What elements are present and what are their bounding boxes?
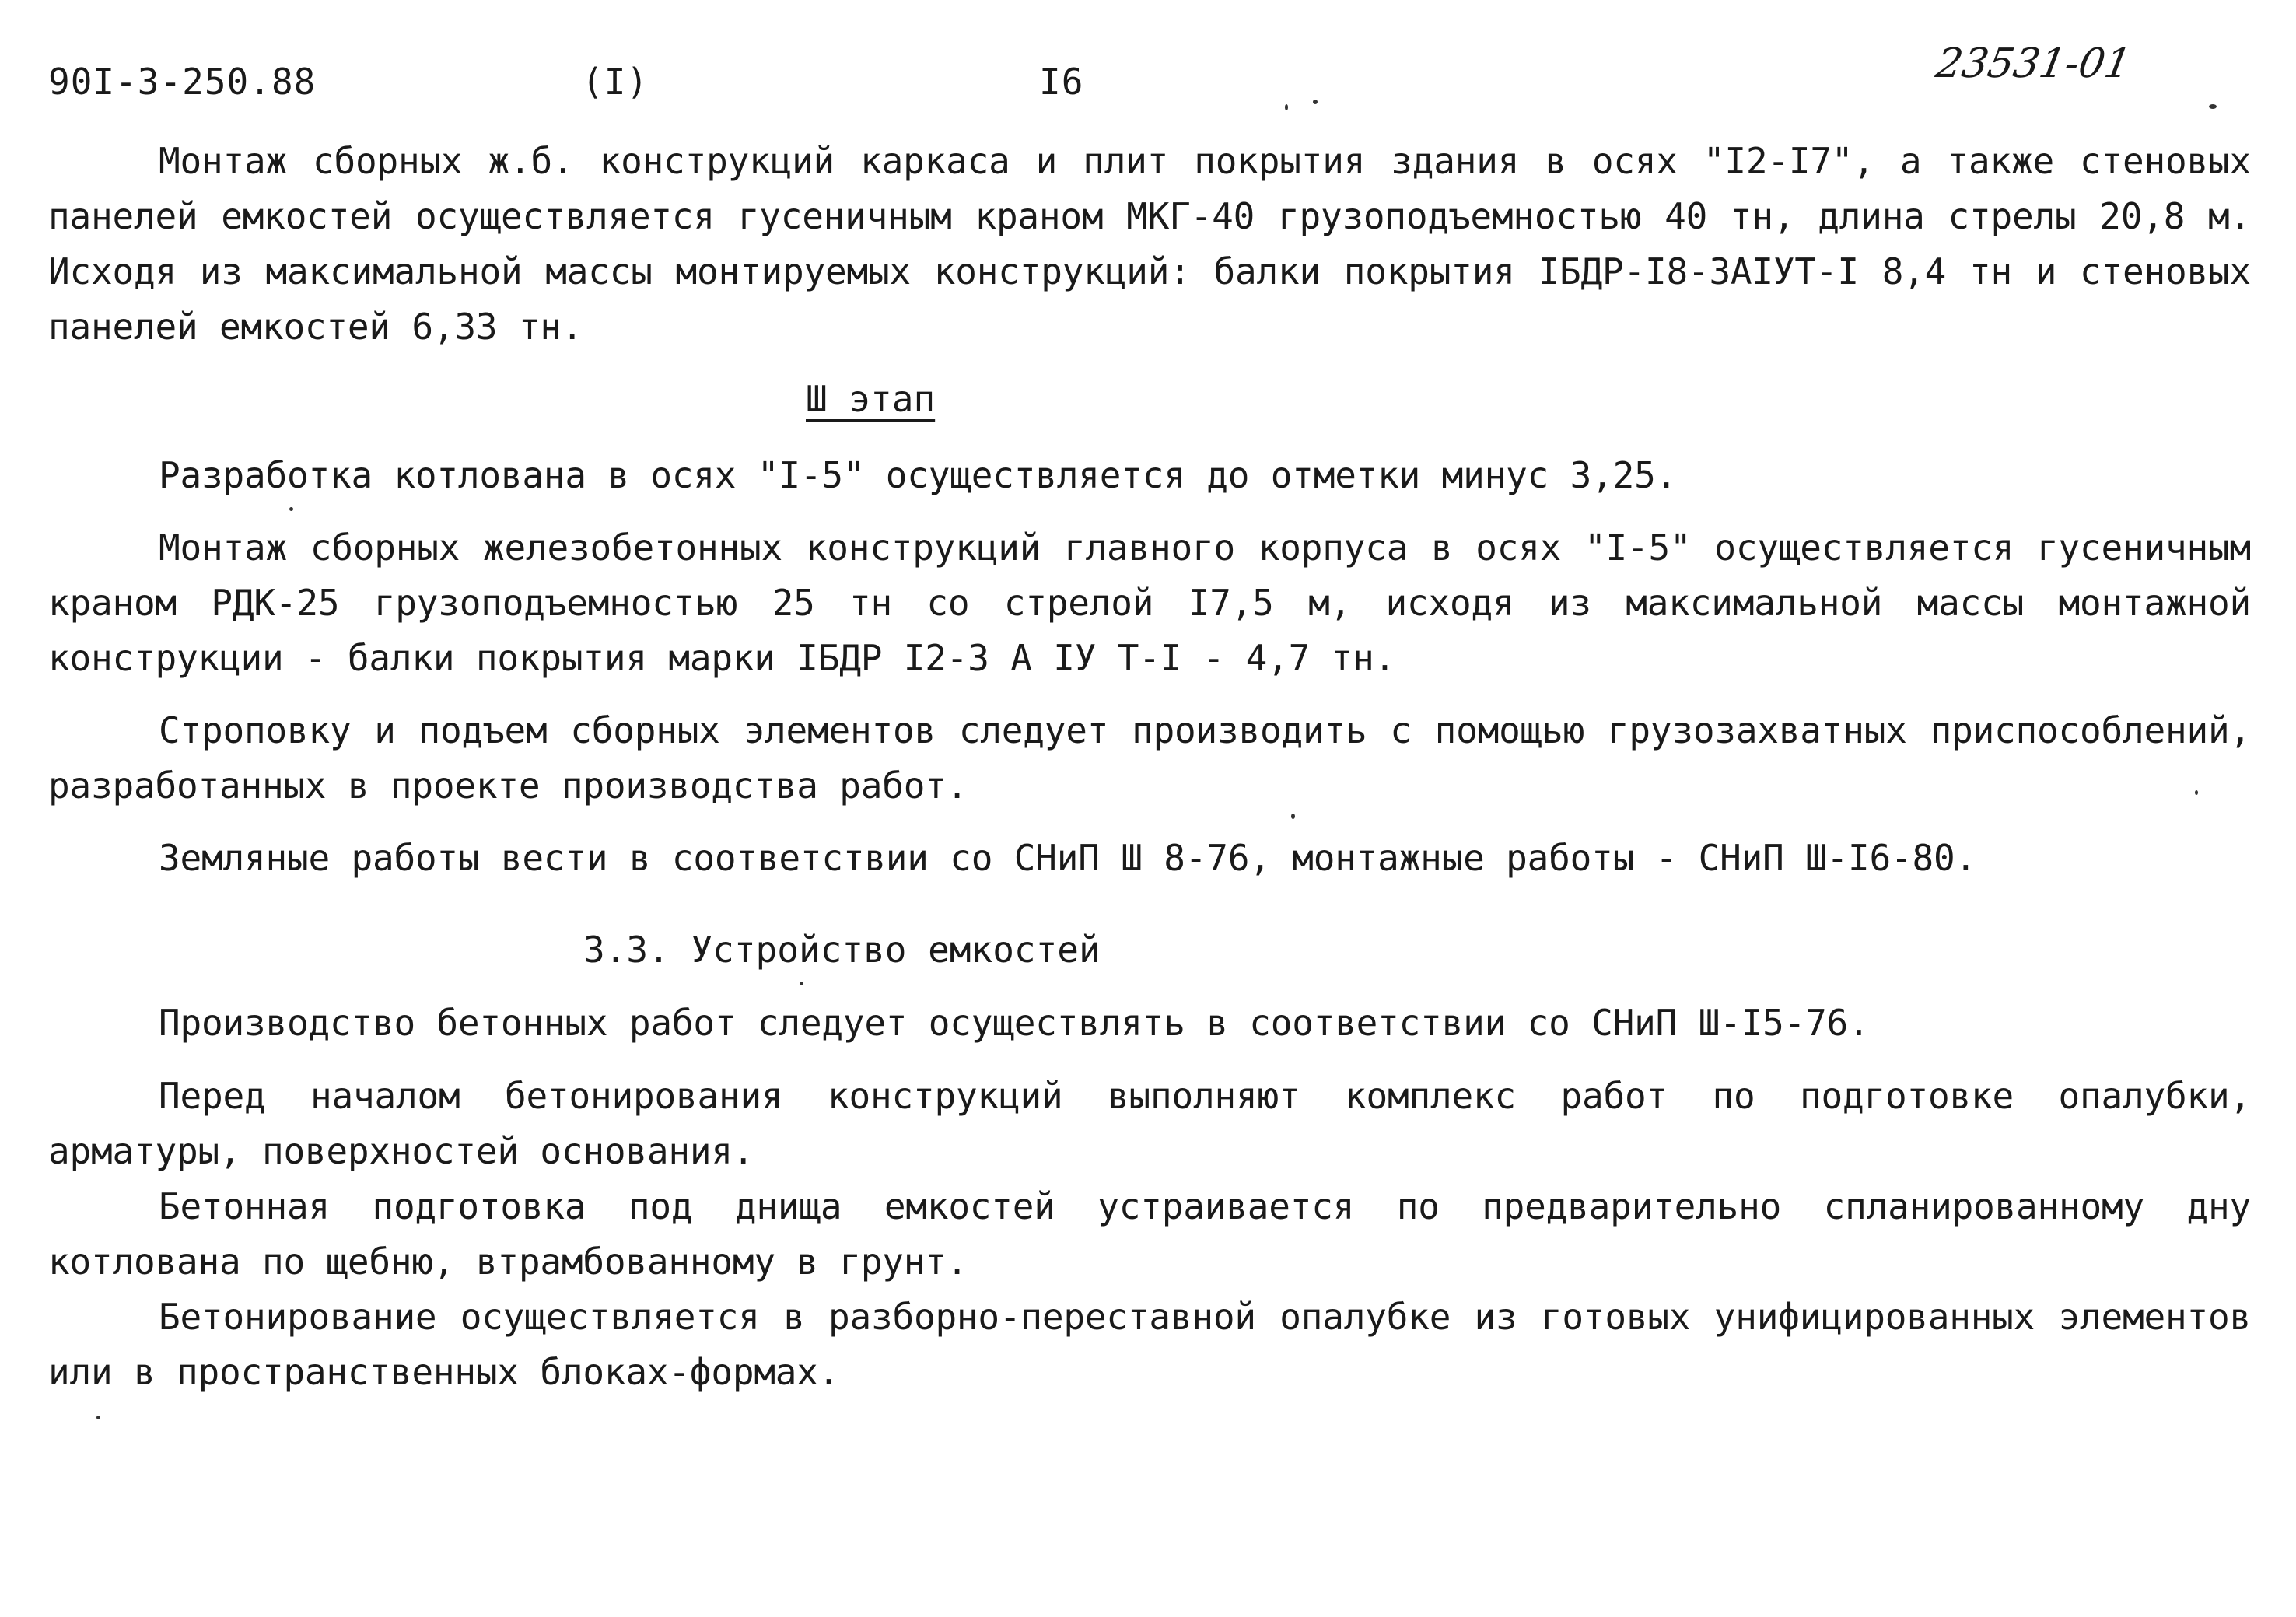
scan-speck [289, 507, 293, 511]
handwritten-inventory-number: 23531-01 [1932, 40, 2135, 87]
scan-speck [2209, 104, 2217, 109]
section-heading: 3.3. Устройство емкостей [583, 929, 1101, 971]
paragraph-main-building-installation: Монтаж сборных железобетонных конструкций главного корпуса в осях "I-5" осуществляется гусеничным краном РДК-25 грузоподъемностью 25 тн со стрелой I7,5 м, исходя из максимальной массы монтажной конструкции - балки покрытия марки IБДР I2-3 А IУ Т-I - 4,7 тн. [48, 527, 2251, 679]
paragraph-excavation: Разработка котлована в осях "I-5" осуществляется до отметки минус 3,25. [159, 454, 1678, 496]
scan-speck [96, 1416, 100, 1419]
stage-heading: Ш этап [806, 378, 936, 420]
paragraph-preparation: Перед началом бетонирования конструкций выполняют комплекс работ по подготовке опалубки, арматуры, поверхностей основания. [48, 1075, 2251, 1172]
scan-speck [1285, 104, 1288, 110]
page-number: I6 [1039, 61, 1084, 103]
paragraph-concrete-works: Производство бетонных работ следует осуществлять в соответствии со СНиП Ш-I5-76. [159, 1002, 1870, 1044]
scan-speck [1313, 100, 1318, 104]
paragraph-crane-installation: Монтаж сборных ж.б. конструкций каркаса и плит покрытия здания в осях "I2-I7", а также стеновых панелей емкостей осуществляется гусеничным краном МКГ-40 грузоподъемностью 40 тн, длина стрелы 20,8 м. Исходя из максимальной массы монтируемых конструкций: балки покрытия IБДР-I8-3АIУТ-I 8,4 тн и стеновых панелей емкостей 6,33 тн. [48, 140, 2251, 348]
volume-number: (I) [582, 61, 649, 103]
document-code: 90I-3-250.88 [48, 61, 317, 103]
paragraph-earthworks-codes: Земляные работы вести в соответствии со СНиП Ш 8-76, монтажные работы - СНиП Ш-I6-80. [159, 837, 1977, 879]
paragraph-slinging: Строповку и подъем сборных элементов следует производить с помощью грузозахватных приспособлений, разработанных в проекте производства работ. [48, 709, 2251, 807]
paragraph-formwork: Бетонирование осуществляется в разборно-переставной опалубке из готовых унифицированных элементов или в пространственных блоках-формах. [48, 1296, 2251, 1393]
scan-speck [1291, 814, 1295, 819]
scan-speck [800, 982, 803, 985]
scan-speck [2195, 790, 2198, 795]
paragraph-concrete-base: Бетонная подготовка под днища емкостей устраивается по предварительно спланированному дну котлована по щебню, втрамбованному в грунт. [48, 1185, 2251, 1283]
